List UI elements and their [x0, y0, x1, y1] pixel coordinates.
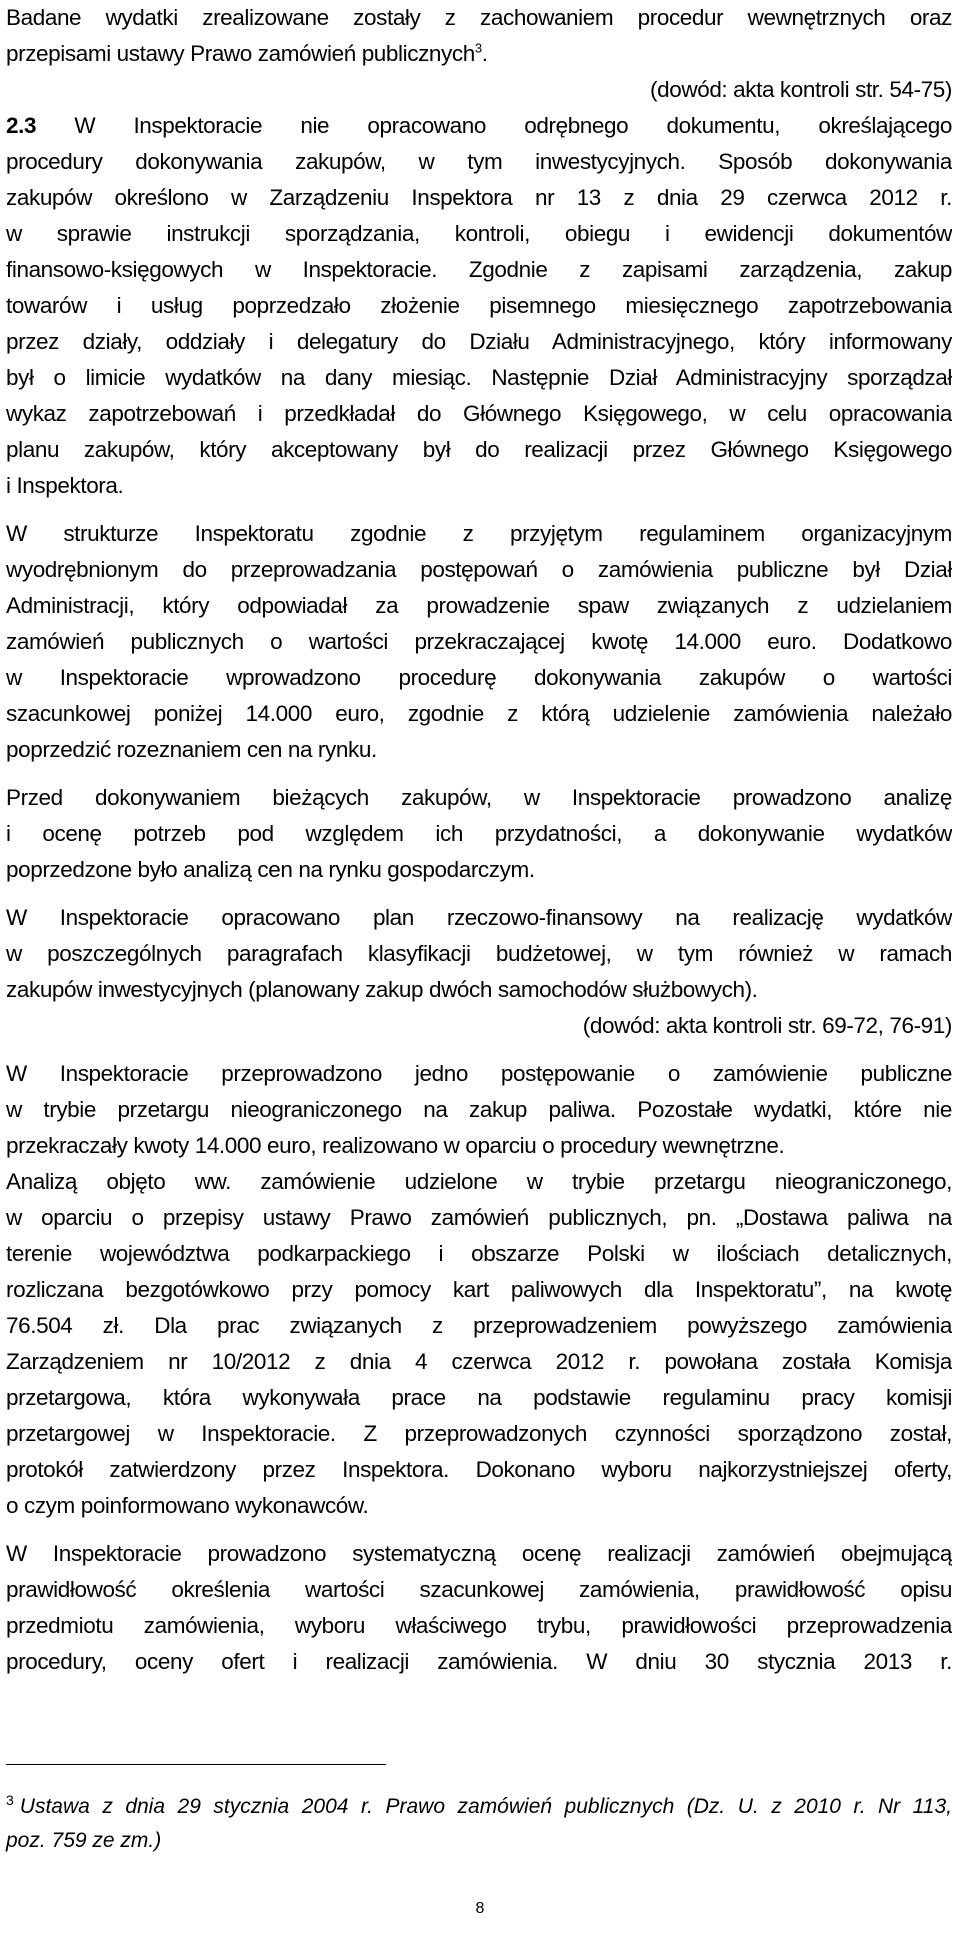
- text-line: [6, 36, 952, 72]
- text-line: W Inspektoracie opracowano plan rzeczowo-finansowy na realizację wydatków: [6, 905, 952, 930]
- text-line: wyodrębnionym do przeprowadzania postępowań o zamówienia publiczne był Dział: [6, 557, 952, 582]
- text-line: przetargowej w Inspektoracie. Z przeprowadzonych czynności sporządzono został,: [6, 1421, 952, 1446]
- footnote-line: [6, 1790, 952, 1824]
- text-line: planu zakupów, który akceptowany był do realizacji przez Głównego Księgowego: [6, 437, 952, 462]
- body-text: [6, 0, 952, 1680]
- text-line: w poszczególnych paragrafach klasyfikacji budżetowej, w tym również w ramach: [6, 941, 952, 966]
- footnote: [6, 1790, 952, 1858]
- text-line: W Inspektoracie przeprowadzono jedno postępowanie o zamówienie publiczne: [6, 1061, 952, 1086]
- text-line-end: .: [481, 41, 488, 66]
- text-line: w oparciu o przepisy ustawy Prawo zamówień publicznych, pn. „Dostawa paliwa na: [6, 1205, 952, 1230]
- text-line: poprzedzone było analizą cen na rynku gospodarczym.: [6, 857, 535, 882]
- text-line: i ocenę potrzeb pod względem ich przydatności, a dokonywanie wydatków: [6, 821, 952, 846]
- page-number: 8: [475, 1900, 485, 1917]
- footnote-text: Ustawa z dnia 29 stycznia 2004 r. Prawo zamówień publicznych (Dz. U. z 2010 r. Nr 113,: [19, 1795, 952, 1818]
- text-line: zakupów określono w Zarządzeniu Inspektora nr 13 z dnia 29 czerwca 2012 r.: [6, 185, 952, 210]
- text-line: Administracji, który odpowiadał za prowadzenie spaw związanych z udzielaniem: [6, 593, 952, 618]
- section-number: 2.3: [6, 113, 37, 138]
- text-line: o czym poinformowano wykonawców.: [6, 1493, 369, 1518]
- text-line: wykaz zapotrzebowań i przedkładał do Głównego Księgowego, w celu opracowania: [6, 401, 952, 426]
- text-line: poprzedzić rozeznaniem cen na rynku.: [6, 737, 377, 762]
- evidence-reference: (dowód: akta kontroli str. 69-72, 76-91): [582, 1013, 952, 1038]
- text-line: w sprawie instrukcji sporządzania, kontroli, obiegu i ewidencji dokumentów: [6, 221, 952, 246]
- text-line: szacunkowej poniżej 14.000 euro, zgodnie z którą udzielenie zamówienia należało: [6, 701, 952, 726]
- text-line: Badane wydatki zrealizowane zostały z zachowaniem procedur wewnętrznych oraz: [6, 5, 952, 30]
- text-line: procedury dokonywania zakupów, w tym inwestycyjnych. Sposób dokonywania: [6, 149, 952, 174]
- text-line: rozliczana bezgotówkowo przy pomocy kart paliwowych dla Inspektoratu”, na kwotę: [6, 1277, 952, 1302]
- text-line: w Inspektoracie wprowadzono procedurę dokonywania zakupów o wartości: [6, 665, 952, 690]
- text-line: prawidłowość określenia wartości szacunkowej zamówienia, prawidłowość opisu: [6, 1577, 952, 1602]
- section-text: W Inspektoracie nie opracowano odrębnego dokumentu, określającego: [36, 113, 952, 138]
- text-line: W Inspektoracie prowadzono systematyczną ocenę realizacji zamówień obejmującą: [6, 1541, 952, 1566]
- text-line: Zarządzeniem nr 10/2012 z dnia 4 czerwca 2012 r. powołana została Komisja: [6, 1349, 952, 1374]
- text-line: przetargowa, która wykonywała prace na podstawie regulaminu pracy komisji: [6, 1385, 952, 1410]
- text-line: protokół zatwierdzony przez Inspektora. Dokonano wyboru najkorzystniejszej oferty,: [6, 1457, 952, 1482]
- footnote-reference: 3: [474, 40, 482, 56]
- footnote-mark: 3: [6, 1792, 14, 1808]
- text-line: zamówień publicznych o wartości przekraczającej kwotę 14.000 euro. Dodatkowo: [6, 629, 952, 654]
- footnote-separator: [6, 1764, 386, 1765]
- text-line: W strukturze Inspektoratu zgodnie z przyjętym regulaminem organizacyjnym: [6, 521, 952, 546]
- text-line: Przed dokonywaniem bieżących zakupów, w Inspektoracie prowadzono analizę: [6, 785, 952, 810]
- text-line: procedury, oceny ofert i realizacji zamówienia. W dniu 30 stycznia 2013 r.: [6, 1649, 952, 1674]
- text-line: terenie województwa podkarpackiego i obszarze Polski w ilościach detalicznych,: [6, 1241, 952, 1266]
- evidence-reference: (dowód: akta kontroli str. 54-75): [650, 77, 952, 102]
- text-line: Analizą objęto ww. zamówienie udzielone w trybie przetargu nieograniczonego,: [6, 1169, 952, 1194]
- text-line: finansowo-księgowych w Inspektoracie. Zgodnie z zapisami zarządzenia, zakup: [6, 257, 952, 282]
- text-line: w trybie przetargu nieograniczonego na zakup paliwa. Pozostałe wydatki, które nie: [6, 1097, 952, 1122]
- text-line: był o limicie wydatków na dany miesiąc. Następnie Dział Administracyjny sporządzał: [6, 365, 952, 390]
- text-line: przez działy, oddziały i delegatury do Działu Administracyjnego, który informowany: [6, 329, 952, 354]
- text-line: i Inspektora.: [6, 473, 124, 498]
- text-line: przekraczały kwoty 14.000 euro, realizowano w oparciu o procedury wewnętrzne.: [6, 1133, 785, 1158]
- text-line: przedmiotu zamówienia, wyboru właściwego trybu, prawidłowości przeprowadzenia: [6, 1613, 952, 1638]
- section-heading-line: [6, 108, 952, 144]
- text-line: zakupów inwestycyjnych (planowany zakup dwóch samochodów służbowych).: [6, 977, 758, 1002]
- text-line: towarów i usług poprzedzało złożenie pisemnego miesięcznego zapotrzebowania: [6, 293, 952, 318]
- text-line-body: przepisami ustawy Prawo zamówień publicznych: [6, 41, 475, 66]
- footnote-line: poz. 759 ze zm.): [6, 1829, 162, 1852]
- text-line: 76.504 zł. Dla prac związanych z przeprowadzeniem powyższego zamówienia: [6, 1313, 952, 1338]
